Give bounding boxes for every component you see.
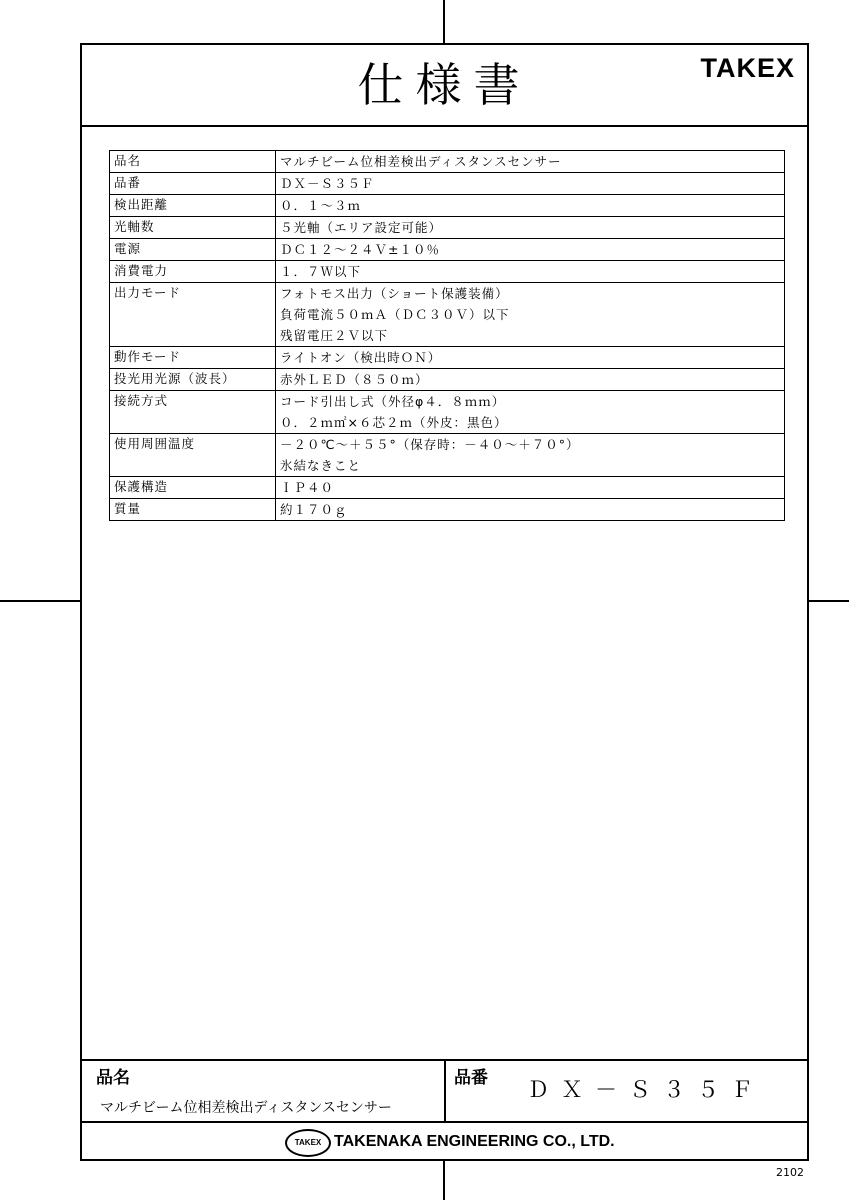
spec-row: [110, 151, 785, 173]
footer-code-value: ＤＸ－Ｓ３５Ｆ: [527, 1078, 766, 1103]
spec-value-cell: [276, 239, 785, 261]
spec-row: [110, 261, 785, 283]
company-name: TAKENAKA ENGINEERING CO., LTD.: [334, 1133, 615, 1150]
spec-label: 質量: [110, 499, 276, 521]
spec-sheet-frame: [80, 43, 809, 1161]
spec-label: 出力モード: [110, 283, 276, 347]
spec-row: [110, 391, 785, 434]
footer-company-row: [82, 1121, 807, 1161]
spec-value-cell: [276, 261, 785, 283]
brand-logo: TAKEX: [700, 53, 795, 83]
spec-value: ＩＰ４０: [280, 480, 335, 495]
spec-value: マルチビーム位相差検出ディスタンスセンサー: [280, 154, 562, 169]
spec-value-cell: [276, 151, 785, 173]
spec-value-cell: [276, 217, 785, 239]
spec-label: 品番: [110, 173, 276, 195]
spec-value-cell: [276, 391, 785, 434]
footer-name-value: マルチビーム位相差検出ディスタンスセンサー: [100, 1100, 392, 1116]
spec-label: 消費電力: [110, 261, 276, 283]
spec-value: ５光軸（エリア設定可能）: [280, 220, 443, 235]
spec-value: 赤外ＬＥＤ（８５０ｍ）: [280, 372, 429, 387]
spec-label: 保護構造: [110, 477, 276, 499]
footer-product-row: [82, 1059, 807, 1123]
spec-row: [110, 195, 785, 217]
spec-label: 接続方式: [110, 391, 276, 434]
company-logo-mark: TAKEX: [285, 1129, 331, 1157]
spec-label: 投光用光源（波長）: [110, 369, 276, 391]
spec-value-cell: [276, 499, 785, 521]
spec-label: 品名: [110, 151, 276, 173]
spec-value: １．７Ｗ以下: [280, 264, 362, 279]
crop-mark-top: [443, 0, 445, 45]
title-row: [82, 45, 807, 127]
crop-mark-right: [807, 600, 849, 602]
spec-row: [110, 434, 785, 477]
spec-value: －２０℃～＋５５°（保存時：－４０～＋７０°）: [280, 437, 580, 452]
footer-divider: [444, 1061, 446, 1123]
spec-row: [110, 217, 785, 239]
footer-code-label: 品番: [454, 1068, 488, 1088]
spec-value-cell: [276, 369, 785, 391]
spec-value: 負荷電流５０ｍＡ（ＤＣ３０Ｖ）以下: [280, 307, 510, 322]
spec-value-cell: [276, 195, 785, 217]
crop-mark-bottom: [443, 1159, 445, 1200]
spec-value: ＤＣ１２～２４Ｖ±１０％: [280, 242, 440, 257]
crop-mark-left: [0, 600, 82, 602]
spec-row: [110, 173, 785, 195]
spec-value: ＤＸ－Ｓ３５Ｆ: [280, 176, 375, 191]
spec-value: 約１７０ｇ: [280, 502, 348, 517]
spec-row: [110, 477, 785, 499]
spec-label: 動作モード: [110, 347, 276, 369]
spec-label: 電源: [110, 239, 276, 261]
spec-value: ０．２ｍ㎡×６芯２ｍ（外皮：黒色）: [280, 415, 508, 430]
spec-row: [110, 239, 785, 261]
spec-value: フォトモス出力（ショート保護装備）: [280, 286, 509, 301]
spec-value-cell: [276, 477, 785, 499]
spec-value-cell: [276, 347, 785, 369]
spec-value-cell: [276, 434, 785, 477]
spec-value: 氷結なきこと: [280, 458, 362, 473]
spec-label: 光軸数: [110, 217, 276, 239]
document-title: 仕様書: [357, 58, 532, 112]
spec-row: [110, 369, 785, 391]
footer-name-label: 品名: [96, 1068, 130, 1088]
spec-value: ０．１～３ｍ: [280, 198, 362, 213]
spec-row: [110, 283, 785, 347]
spec-table: [109, 150, 785, 521]
spec-label: 使用周囲温度: [110, 434, 276, 477]
spec-label: 検出距離: [110, 195, 276, 217]
document-number: 2102: [776, 1166, 804, 1179]
spec-value: ライトオン（検出時ＯＮ）: [280, 350, 442, 365]
spec-value: コード引出し式（外径φ４．８ｍｍ）: [280, 394, 506, 409]
spec-value-cell: [276, 173, 785, 195]
spec-value-cell: [276, 283, 785, 347]
spec-row: [110, 347, 785, 369]
spec-value: 残留電圧２Ｖ以下: [280, 328, 389, 343]
spec-row: [110, 499, 785, 521]
